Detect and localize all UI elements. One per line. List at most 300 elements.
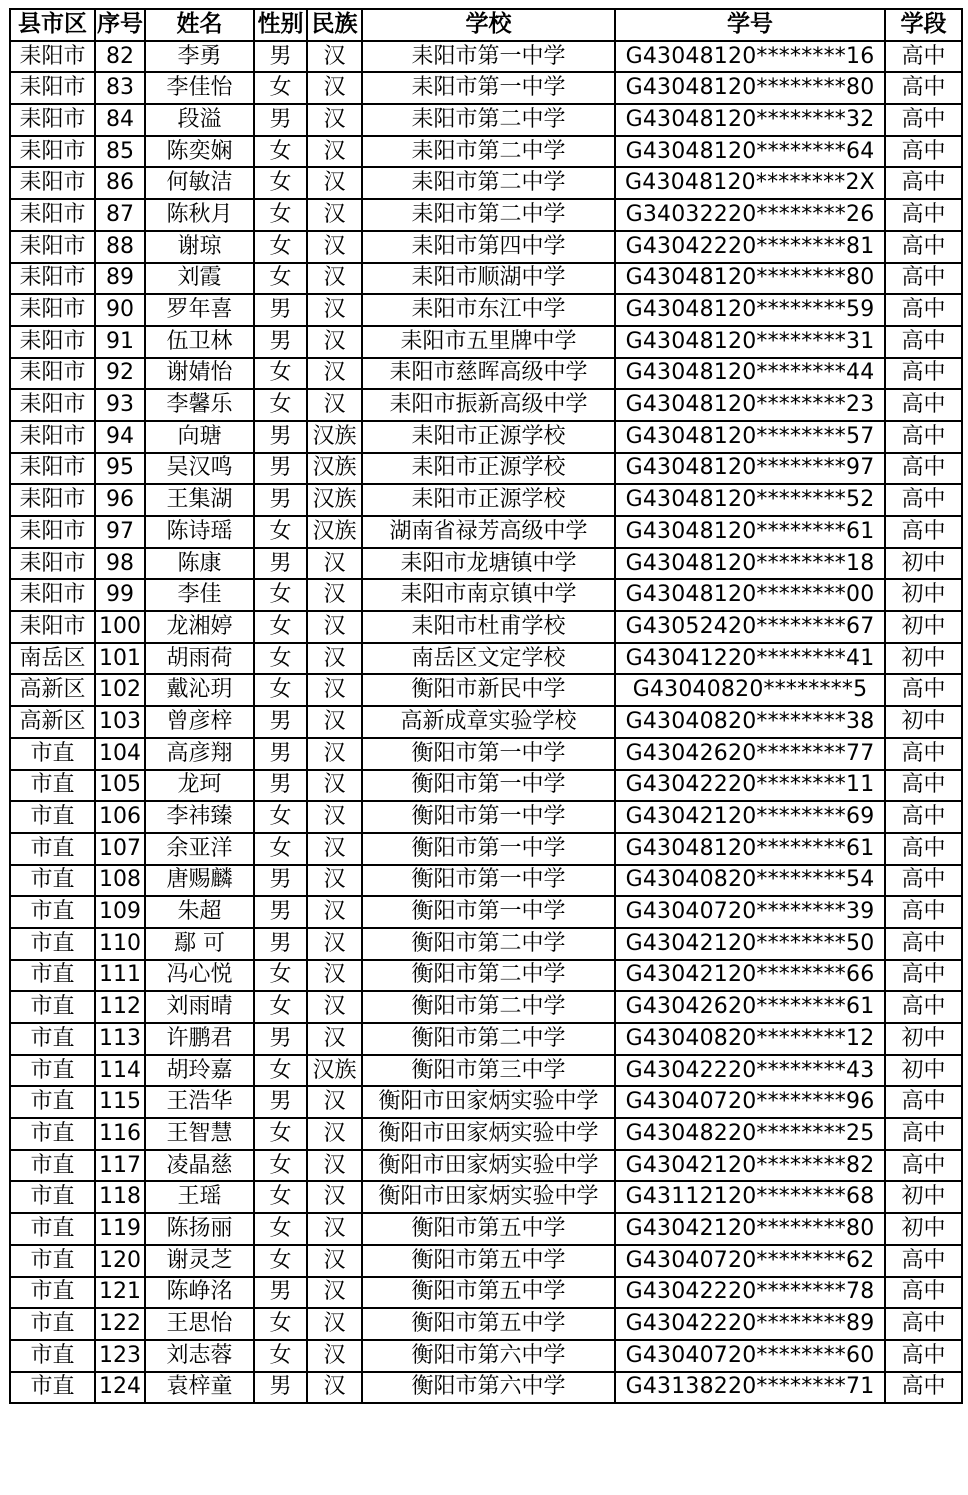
cell-gender: 女	[254, 643, 307, 675]
cell-school: 耒阳市龙塘镇中学	[362, 548, 615, 580]
cell-school: 衡阳市第五中学	[362, 1213, 615, 1245]
cell-ethnicity: 汉	[307, 72, 362, 104]
cell-student-id: G34032220********26	[615, 199, 885, 231]
cell-school: 衡阳市新民中学	[362, 674, 615, 706]
cell-school: 衡阳市第六中学	[362, 1372, 615, 1404]
cell-seq: 116	[95, 1118, 145, 1150]
cell-name: 陈峥洺	[145, 1277, 254, 1309]
cell-gender: 女	[254, 833, 307, 865]
cell-student-id: G43048120********97	[615, 453, 885, 485]
cell-county: 耒阳市	[10, 294, 95, 326]
cell-seq: 88	[95, 231, 145, 263]
cell-name: 余亚洋	[145, 833, 254, 865]
table-row	[10, 896, 962, 928]
cell-seq: 114	[95, 1055, 145, 1087]
cell-school: 衡阳市第五中学	[362, 1308, 615, 1340]
cell-name: 胡玲嘉	[145, 1055, 254, 1087]
cell-level: 高中	[885, 865, 962, 897]
table-row	[10, 1213, 962, 1245]
cell-county: 市直	[10, 738, 95, 770]
cell-ethnicity: 汉	[307, 167, 362, 199]
cell-ethnicity: 汉族	[307, 1055, 362, 1087]
cell-ethnicity: 汉	[307, 389, 362, 421]
cell-county: 耒阳市	[10, 199, 95, 231]
cell-county: 市直	[10, 865, 95, 897]
cell-seq: 100	[95, 611, 145, 643]
cell-student-id: G43042120********69	[615, 801, 885, 833]
cell-level: 高中	[885, 453, 962, 485]
cell-ethnicity: 汉	[307, 833, 362, 865]
cell-seq: 95	[95, 453, 145, 485]
cell-name: 龙珂	[145, 770, 254, 802]
cell-ethnicity: 汉	[307, 991, 362, 1023]
cell-student-id: G43048120********44	[615, 358, 885, 390]
cell-county: 高新区	[10, 674, 95, 706]
cell-level: 高中	[885, 199, 962, 231]
cell-name: 王思怡	[145, 1308, 254, 1340]
cell-name: 胡雨荷	[145, 643, 254, 675]
table-header	[10, 9, 962, 41]
cell-seq: 121	[95, 1277, 145, 1309]
cell-ethnicity: 汉	[307, 611, 362, 643]
cell-name: 王集湖	[145, 484, 254, 516]
table-row	[10, 326, 962, 358]
cell-seq: 110	[95, 928, 145, 960]
cell-ethnicity: 汉	[307, 738, 362, 770]
cell-level: 高中	[885, 1308, 962, 1340]
cell-gender: 男	[254, 294, 307, 326]
cell-level: 高中	[885, 263, 962, 295]
cell-student-id: G43048120********52	[615, 484, 885, 516]
cell-ethnicity: 汉族	[307, 516, 362, 548]
cell-student-id: G43048120********32	[615, 104, 885, 136]
cell-gender: 女	[254, 1308, 307, 1340]
cell-gender: 女	[254, 136, 307, 168]
cell-gender: 女	[254, 389, 307, 421]
cell-gender: 女	[254, 516, 307, 548]
cell-level: 高中	[885, 1340, 962, 1372]
cell-county: 耒阳市	[10, 72, 95, 104]
cell-ethnicity: 汉	[307, 1150, 362, 1182]
cell-student-id: G43042120********82	[615, 1150, 885, 1182]
cell-student-id: G43042220********43	[615, 1055, 885, 1087]
table-row	[10, 167, 962, 199]
cell-school: 耒阳市杜甫学校	[362, 611, 615, 643]
cell-student-id: G43048120********2X	[615, 167, 885, 199]
cell-school: 耒阳市慈晖高级中学	[362, 358, 615, 390]
cell-seq: 115	[95, 1086, 145, 1118]
cell-gender: 女	[254, 263, 307, 295]
cell-student-id: G43040820********38	[615, 706, 885, 738]
cell-student-id: G43040720********62	[615, 1245, 885, 1277]
header-gender: 性别	[254, 9, 307, 41]
cell-name: 凌晶慈	[145, 1150, 254, 1182]
cell-name: 王瑶	[145, 1181, 254, 1213]
cell-student-id: G43048120********80	[615, 263, 885, 295]
cell-school: 衡阳市第五中学	[362, 1245, 615, 1277]
cell-name: 朱超	[145, 896, 254, 928]
cell-name: 唐赐麟	[145, 865, 254, 897]
cell-level: 高中	[885, 738, 962, 770]
cell-school: 耒阳市正源学校	[362, 421, 615, 453]
cell-level: 高中	[885, 72, 962, 104]
cell-student-id: G43048120********00	[615, 579, 885, 611]
cell-school: 耒阳市第二中学	[362, 199, 615, 231]
cell-seq: 83	[95, 72, 145, 104]
cell-seq: 91	[95, 326, 145, 358]
cell-school: 衡阳市第二中学	[362, 960, 615, 992]
cell-school: 耒阳市振新高级中学	[362, 389, 615, 421]
cell-gender: 男	[254, 706, 307, 738]
cell-level: 初中	[885, 611, 962, 643]
cell-name: 高彦翔	[145, 738, 254, 770]
cell-seq: 109	[95, 896, 145, 928]
table-row	[10, 801, 962, 833]
cell-level: 高中	[885, 136, 962, 168]
cell-level: 高中	[885, 358, 962, 390]
cell-student-id: G43042220********81	[615, 231, 885, 263]
cell-ethnicity: 汉	[307, 1086, 362, 1118]
cell-county: 市直	[10, 770, 95, 802]
cell-name: 罗年喜	[145, 294, 254, 326]
cell-level: 高中	[885, 484, 962, 516]
cell-level: 高中	[885, 991, 962, 1023]
cell-student-id: G43048120********61	[615, 833, 885, 865]
cell-county: 市直	[10, 928, 95, 960]
cell-gender: 男	[254, 326, 307, 358]
cell-seq: 112	[95, 991, 145, 1023]
header-ethnicity: 民族	[307, 9, 362, 41]
table-row	[10, 611, 962, 643]
cell-seq: 104	[95, 738, 145, 770]
table-row	[10, 1150, 962, 1182]
cell-school: 湖南省禄芳高级中学	[362, 516, 615, 548]
cell-seq: 84	[95, 104, 145, 136]
cell-school: 衡阳市第二中学	[362, 991, 615, 1023]
cell-name: 向瑭	[145, 421, 254, 453]
cell-level: 高中	[885, 833, 962, 865]
cell-ethnicity: 汉	[307, 928, 362, 960]
cell-gender: 男	[254, 928, 307, 960]
cell-name: 许鹏君	[145, 1023, 254, 1055]
cell-student-id: G43112120********68	[615, 1181, 885, 1213]
cell-school: 衡阳市第一中学	[362, 865, 615, 897]
header-name: 姓名	[145, 9, 254, 41]
cell-student-id: G43048120********16	[615, 41, 885, 73]
cell-seq: 118	[95, 1181, 145, 1213]
table-row	[10, 738, 962, 770]
table-row	[10, 104, 962, 136]
cell-level: 高中	[885, 231, 962, 263]
cell-school: 耒阳市五里牌中学	[362, 326, 615, 358]
cell-ethnicity: 汉	[307, 865, 362, 897]
cell-gender: 男	[254, 453, 307, 485]
cell-student-id: G43042220********11	[615, 770, 885, 802]
cell-gender: 男	[254, 104, 307, 136]
cell-school: 耒阳市东江中学	[362, 294, 615, 326]
cell-ethnicity: 汉	[307, 1308, 362, 1340]
cell-seq: 101	[95, 643, 145, 675]
cell-county: 耒阳市	[10, 579, 95, 611]
cell-county: 耒阳市	[10, 231, 95, 263]
cell-level: 高中	[885, 674, 962, 706]
cell-name: 刘志蓉	[145, 1340, 254, 1372]
cell-county: 市直	[10, 1340, 95, 1372]
cell-seq: 105	[95, 770, 145, 802]
cell-ethnicity: 汉	[307, 358, 362, 390]
table-row	[10, 199, 962, 231]
cell-county: 耒阳市	[10, 167, 95, 199]
cell-seq: 90	[95, 294, 145, 326]
cell-ethnicity: 汉	[307, 674, 362, 706]
cell-school: 高新成章实验学校	[362, 706, 615, 738]
cell-school: 衡阳市第五中学	[362, 1277, 615, 1309]
table-row	[10, 1181, 962, 1213]
table-row	[10, 421, 962, 453]
cell-school: 耒阳市第二中学	[362, 167, 615, 199]
student-roster-table	[9, 8, 963, 1404]
cell-school: 耒阳市正源学校	[362, 484, 615, 516]
cell-county: 市直	[10, 1086, 95, 1118]
cell-school: 衡阳市第一中学	[362, 801, 615, 833]
cell-seq: 93	[95, 389, 145, 421]
cell-gender: 女	[254, 960, 307, 992]
table-row	[10, 1086, 962, 1118]
cell-ethnicity: 汉	[307, 1118, 362, 1150]
cell-county: 耒阳市	[10, 516, 95, 548]
cell-name: 李佳怡	[145, 72, 254, 104]
cell-student-id: G43048120********31	[615, 326, 885, 358]
cell-level: 初中	[885, 1023, 962, 1055]
table-row	[10, 674, 962, 706]
cell-level: 初中	[885, 548, 962, 580]
cell-school: 耒阳市第一中学	[362, 72, 615, 104]
cell-seq: 113	[95, 1023, 145, 1055]
cell-student-id: G43042620********77	[615, 738, 885, 770]
cell-student-id: G43042120********50	[615, 928, 885, 960]
cell-name: 何敏洁	[145, 167, 254, 199]
cell-level: 高中	[885, 928, 962, 960]
cell-county: 市直	[10, 1372, 95, 1404]
table-row	[10, 1308, 962, 1340]
cell-ethnicity: 汉	[307, 643, 362, 675]
cell-ethnicity: 汉	[307, 231, 362, 263]
table-row	[10, 1118, 962, 1150]
cell-school: 衡阳市第六中学	[362, 1340, 615, 1372]
cell-level: 初中	[885, 643, 962, 675]
header-county: 县市区	[10, 9, 95, 41]
cell-student-id: G43040720********39	[615, 896, 885, 928]
cell-ethnicity: 汉	[307, 1245, 362, 1277]
table-row	[10, 453, 962, 485]
cell-student-id: G43041220********41	[615, 643, 885, 675]
cell-county: 市直	[10, 1118, 95, 1150]
cell-seq: 103	[95, 706, 145, 738]
cell-name: 李馨乐	[145, 389, 254, 421]
cell-gender: 男	[254, 865, 307, 897]
cell-school: 衡阳市第二中学	[362, 1023, 615, 1055]
table-row	[10, 1245, 962, 1277]
header-seq: 序号	[95, 9, 145, 41]
cell-seq: 123	[95, 1340, 145, 1372]
cell-school: 衡阳市第一中学	[362, 833, 615, 865]
cell-school: 衡阳市第三中学	[362, 1055, 615, 1087]
cell-ethnicity: 汉	[307, 770, 362, 802]
cell-gender: 男	[254, 548, 307, 580]
cell-level: 高中	[885, 167, 962, 199]
cell-school: 耒阳市顺湖中学	[362, 263, 615, 295]
cell-gender: 女	[254, 167, 307, 199]
cell-name: 王浩华	[145, 1086, 254, 1118]
cell-level: 高中	[885, 516, 962, 548]
cell-county: 耒阳市	[10, 389, 95, 421]
table-row	[10, 1340, 962, 1372]
cell-name: 陈康	[145, 548, 254, 580]
cell-school: 耒阳市正源学校	[362, 453, 615, 485]
cell-student-id: G43040820********54	[615, 865, 885, 897]
cell-level: 初中	[885, 1181, 962, 1213]
cell-county: 市直	[10, 1023, 95, 1055]
cell-seq: 124	[95, 1372, 145, 1404]
cell-seq: 99	[95, 579, 145, 611]
cell-student-id: G43048120********61	[615, 516, 885, 548]
table-row	[10, 833, 962, 865]
cell-student-id: G43042120********80	[615, 1213, 885, 1245]
table-row	[10, 643, 962, 675]
cell-gender: 女	[254, 674, 307, 706]
cell-level: 高中	[885, 41, 962, 73]
cell-level: 初中	[885, 1213, 962, 1245]
cell-seq: 92	[95, 358, 145, 390]
cell-student-id: G43138220********71	[615, 1372, 885, 1404]
cell-school: 衡阳市田家炳实验中学	[362, 1181, 615, 1213]
cell-gender: 女	[254, 231, 307, 263]
cell-level: 高中	[885, 801, 962, 833]
cell-school: 衡阳市第一中学	[362, 738, 615, 770]
cell-county: 市直	[10, 1213, 95, 1245]
cell-name: 陈扬丽	[145, 1213, 254, 1245]
cell-seq: 106	[95, 801, 145, 833]
cell-ethnicity: 汉	[307, 579, 362, 611]
cell-gender: 男	[254, 421, 307, 453]
cell-level: 高中	[885, 389, 962, 421]
cell-ethnicity: 汉族	[307, 453, 362, 485]
cell-student-id: G43048120********57	[615, 421, 885, 453]
cell-name: 袁梓童	[145, 1372, 254, 1404]
cell-gender: 男	[254, 1023, 307, 1055]
cell-level: 初中	[885, 579, 962, 611]
cell-ethnicity: 汉	[307, 960, 362, 992]
header-student-id: 学号	[615, 9, 885, 41]
cell-school: 耒阳市第四中学	[362, 231, 615, 263]
cell-gender: 女	[254, 579, 307, 611]
cell-name: 刘霞	[145, 263, 254, 295]
cell-student-id: G43048120********18	[615, 548, 885, 580]
cell-gender: 男	[254, 1086, 307, 1118]
cell-seq: 108	[95, 865, 145, 897]
table-row	[10, 928, 962, 960]
cell-county: 耒阳市	[10, 358, 95, 390]
table-row	[10, 1277, 962, 1309]
cell-name: 李佳	[145, 579, 254, 611]
cell-level: 高中	[885, 896, 962, 928]
cell-seq: 117	[95, 1150, 145, 1182]
cell-school: 耒阳市第二中学	[362, 104, 615, 136]
cell-level: 初中	[885, 706, 962, 738]
cell-name: 曾彦梓	[145, 706, 254, 738]
table-row	[10, 231, 962, 263]
cell-level: 高中	[885, 294, 962, 326]
cell-level: 高中	[885, 960, 962, 992]
cell-school: 衡阳市田家炳实验中学	[362, 1150, 615, 1182]
cell-school: 衡阳市第一中学	[362, 770, 615, 802]
table-body	[10, 41, 962, 1404]
cell-name: 戴沁玥	[145, 674, 254, 706]
cell-seq: 122	[95, 1308, 145, 1340]
cell-student-id: G43040820********5	[615, 674, 885, 706]
cell-ethnicity: 汉	[307, 294, 362, 326]
cell-seq: 85	[95, 136, 145, 168]
cell-county: 市直	[10, 801, 95, 833]
cell-ethnicity: 汉族	[307, 484, 362, 516]
cell-ethnicity: 汉	[307, 896, 362, 928]
cell-county: 市直	[10, 1150, 95, 1182]
cell-county: 耒阳市	[10, 326, 95, 358]
cell-school: 耒阳市第一中学	[362, 41, 615, 73]
cell-ethnicity: 汉族	[307, 421, 362, 453]
cell-school: 耒阳市南京镇中学	[362, 579, 615, 611]
cell-school: 衡阳市田家炳实验中学	[362, 1086, 615, 1118]
table-row	[10, 548, 962, 580]
cell-level: 高中	[885, 421, 962, 453]
table-row	[10, 484, 962, 516]
cell-ethnicity: 汉	[307, 1023, 362, 1055]
cell-gender: 女	[254, 1150, 307, 1182]
cell-name: 伍卫林	[145, 326, 254, 358]
cell-ethnicity: 汉	[307, 1277, 362, 1309]
cell-gender: 女	[254, 72, 307, 104]
cell-seq: 119	[95, 1213, 145, 1245]
table-row	[10, 358, 962, 390]
table-row	[10, 294, 962, 326]
cell-gender: 男	[254, 896, 307, 928]
cell-name: 谢婧怡	[145, 358, 254, 390]
cell-gender: 男	[254, 1277, 307, 1309]
cell-seq: 120	[95, 1245, 145, 1277]
header-level: 学段	[885, 9, 962, 41]
cell-ethnicity: 汉	[307, 548, 362, 580]
cell-school: 衡阳市第二中学	[362, 928, 615, 960]
cell-ethnicity: 汉	[307, 199, 362, 231]
cell-county: 耒阳市	[10, 548, 95, 580]
cell-county: 耒阳市	[10, 41, 95, 73]
header-school: 学校	[362, 9, 615, 41]
cell-county: 耒阳市	[10, 484, 95, 516]
table-row	[10, 72, 962, 104]
cell-student-id: G43040820********12	[615, 1023, 885, 1055]
table-row	[10, 1055, 962, 1087]
cell-county: 耒阳市	[10, 263, 95, 295]
cell-name: 龙湘婷	[145, 611, 254, 643]
cell-name: 吴汉鸣	[145, 453, 254, 485]
table-row	[10, 136, 962, 168]
cell-seq: 86	[95, 167, 145, 199]
cell-name: 段溢	[145, 104, 254, 136]
cell-level: 高中	[885, 1118, 962, 1150]
cell-gender: 女	[254, 1213, 307, 1245]
table-row	[10, 516, 962, 548]
cell-student-id: G43048120********80	[615, 72, 885, 104]
